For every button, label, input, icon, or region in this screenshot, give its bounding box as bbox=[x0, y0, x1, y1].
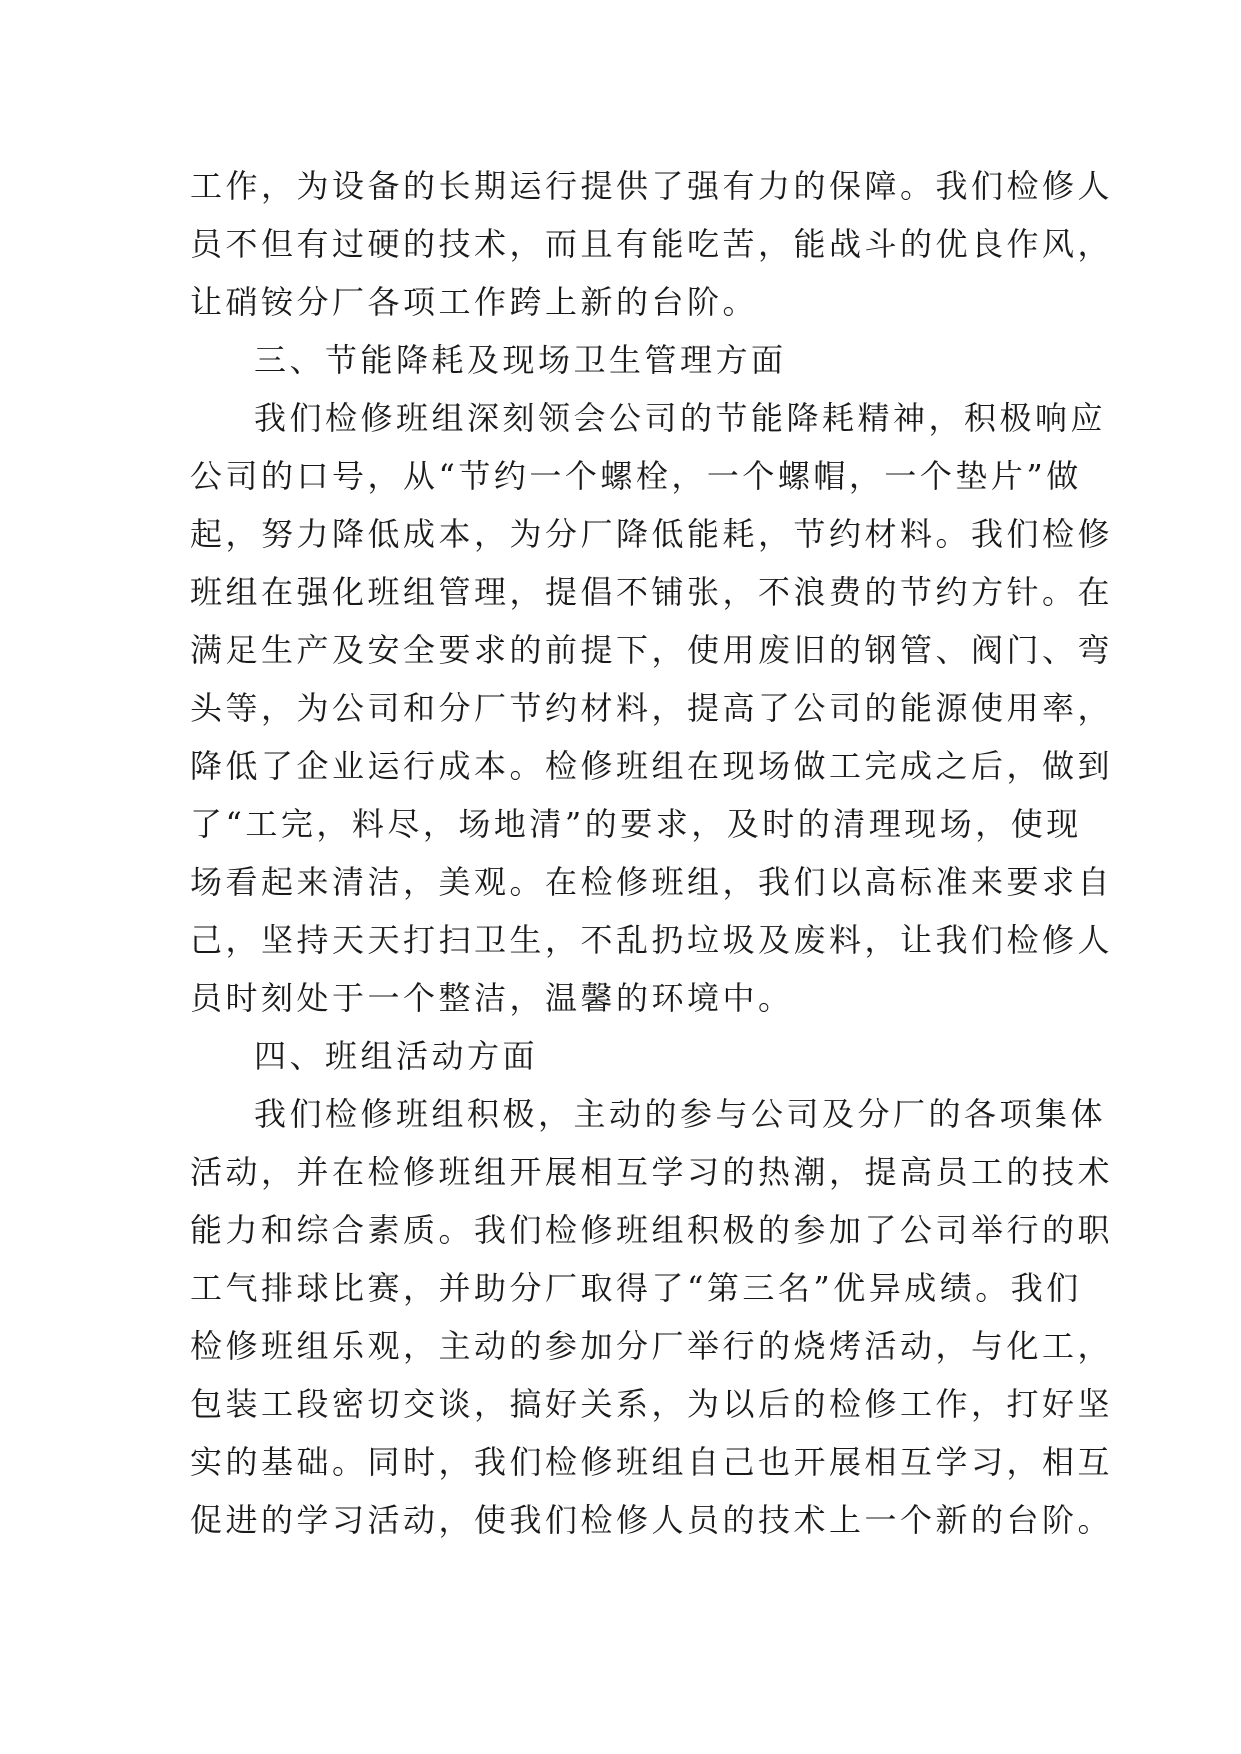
text-line: 包装工段密切交谈，搞好关系，为以后的检修工作，打好坚 bbox=[190, 1385, 1114, 1423]
text-line: 让硝铵分厂各项工作跨上新的台阶。 bbox=[190, 283, 759, 321]
paragraph-first-line: 我们检修班组积极，主动的参与公司及分厂的各项集体 bbox=[254, 1095, 1107, 1133]
text-line: 公司的口号，从“节约一个螺栓，一个螺帽，一个垫片”做 bbox=[190, 457, 1082, 495]
text-line: 工作，为设备的长期运行提供了强有力的保障。我们检修人 bbox=[190, 167, 1114, 205]
text-line: 活动，并在检修班组开展相互学习的热潮，提高员工的技术 bbox=[190, 1153, 1114, 1191]
section-heading: 三、节能降耗及现场卫生管理方面 bbox=[254, 341, 787, 379]
text-line: 促进的学习活动，使我们检修人员的技术上一个新的台阶。 bbox=[190, 1501, 1114, 1539]
text-line: 满足生产及安全要求的前提下，使用废旧的钢管、阀门、弯 bbox=[190, 631, 1114, 669]
text-line: 班组在强化班组管理，提倡不铺张，不浪费的节约方针。在 bbox=[190, 573, 1114, 611]
text-line: 了“工完，料尽，场地清”的要求，及时的清理现场，使现 bbox=[190, 805, 1082, 843]
text-line: 头等，为公司和分厂节约材料，提高了公司的能源使用率， bbox=[190, 689, 1114, 727]
text-line: 场看起来清洁，美观。在检修班组，我们以高标准来要求自 bbox=[190, 863, 1114, 901]
text-line: 员不但有过硬的技术，而且有能吃苦，能战斗的优良作风， bbox=[190, 225, 1114, 263]
text-line: 降低了企业运行成本。检修班组在现场做工完成之后，做到 bbox=[190, 747, 1114, 785]
text-line: 起，努力降低成本，为分厂降低能耗，节约材料。我们检修 bbox=[190, 515, 1114, 553]
text-line: 己，坚持天天打扫卫生，不乱扔垃圾及废料，让我们检修人 bbox=[190, 921, 1114, 959]
section-heading: 四、班组活动方面 bbox=[254, 1037, 539, 1075]
document-body bbox=[190, 157, 1114, 1549]
text-line: 能力和综合素质。我们检修班组积极的参加了公司举行的职 bbox=[190, 1211, 1114, 1249]
paragraph-first-line: 我们检修班组深刻领会公司的节能降耗精神，积极响应 bbox=[254, 399, 1107, 437]
text-line: 工气排球比赛，并助分厂取得了“第三名”优异成绩。我们 bbox=[190, 1269, 1082, 1307]
text-line: 检修班组乐观，主动的参加分厂举行的烧烤活动，与化工， bbox=[190, 1327, 1114, 1365]
text-line: 员时刻处于一个整洁，温馨的环境中。 bbox=[190, 979, 794, 1017]
text-line: 实的基础。同时，我们检修班组自己也开展相互学习，相互 bbox=[190, 1443, 1114, 1481]
